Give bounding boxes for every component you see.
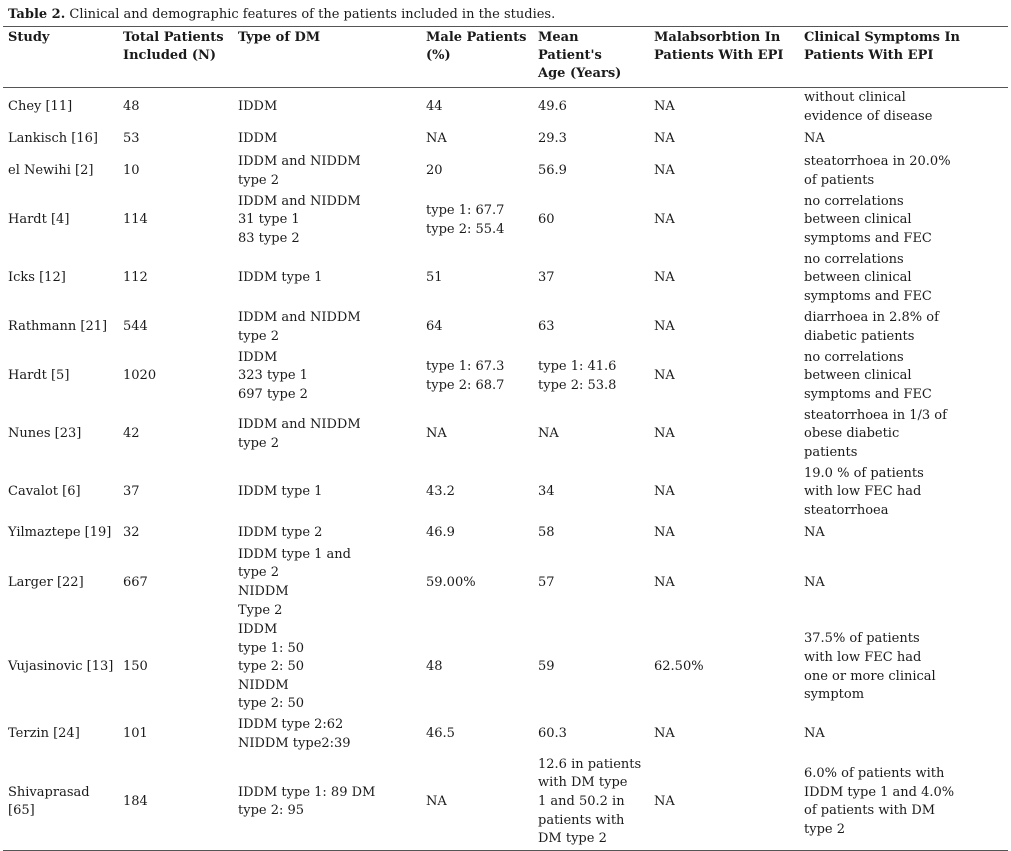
cell-mean-age: NA [538,426,559,442]
cell-male-patients: 46.5 [426,726,455,742]
cell-male-patients: NA [421,755,533,851]
cell-malabsorbtion: NA [654,574,675,590]
cell-total-patients: 150 [123,659,148,675]
header-malabsorbtion: Malabsorbtion In Patients With EPI [649,27,799,88]
cell-malabsorbtion: NA [654,270,675,286]
cell-clinical-symptoms: 6.0% of patients with IDDM type 1 and 4.0% of patients with DM type 2 [799,755,1008,851]
cell-male-patients: 51 [426,270,443,286]
header-male-patients: Male Patients (%) [421,27,533,88]
cell-clinical-symptoms: no correlations between clinical symptoms and FEC [804,349,932,402]
cell-mean-age: 60 [538,212,555,228]
cell-total-patients: 32 [123,525,140,541]
header-total-patients: Total Patients Included (N) [118,27,233,88]
table-header [3,27,1008,88]
table-row [3,464,1008,522]
cell-study: Vujasinovic [13] [8,659,114,675]
cell-clinical-symptoms: diarrhoea in 2.8% of diabetic patients [804,309,939,344]
table-row [3,250,1008,308]
cell-mean-age: 56.9 [538,163,567,179]
cell-male-patients: 20 [426,163,443,179]
header-mean-age: Mean Patient's Age (Years) [533,27,649,88]
table-row [3,192,1008,250]
table-row [3,88,1008,128]
clinical-features-table [3,26,1008,851]
cell-male-patients: NA [426,131,447,147]
cell-mean-age: 60.3 [538,726,567,742]
cell-malabsorbtion: NA [654,726,675,742]
cell-mean-age: 57 [538,574,555,590]
cell-total-patients: 1020 [123,368,157,384]
cell-study: Rathmann [21] [8,319,108,335]
cell-malabsorbtion: NA [654,212,675,228]
cell-type-of-dm: IDDM type 1: 50 type 2: 50 NIDDM type 2: 50 [238,622,305,712]
cell-clinical-symptoms: NA [804,726,825,742]
header-study: Study [3,27,118,88]
header-row [3,27,1008,88]
table-row [3,308,1008,348]
cell-male-patients: type 1: 67.3 type 2: 68.7 [426,358,505,393]
cell-type-of-dm: IDDM type 1 [238,484,323,500]
cell-clinical-symptoms: without clinical evidence of disease [804,90,933,124]
cell-male-patients: 48 [426,659,443,675]
table-row [3,621,1008,715]
cell-mean-age: 63 [538,319,555,335]
cell-total-patients: 10 [123,163,140,179]
cell-malabsorbtion: NA [654,484,675,500]
cell-study: Chey [11] [8,99,73,115]
cell-malabsorbtion: NA [649,755,799,851]
cell-total-patients: 48 [123,99,140,115]
cell-male-patients: 64 [426,319,443,335]
cell-male-patients: type 1: 67.7 type 2: 55.4 [426,202,505,237]
cell-total-patients: 101 [123,726,148,742]
table-caption-label: Table 2. [8,7,66,22]
cell-study: el Newihi [2] [8,163,94,179]
header-clinical-symptoms: Clinical Symptoms In Patients With EPI [799,27,1008,88]
cell-male-patients: NA [426,426,447,442]
table-caption-text: Clinical and demographic features of the patients included in the studies. [65,7,556,22]
table-row [3,128,1008,152]
cell-malabsorbtion: 62.50% [654,659,704,675]
cell-study: Lankisch [16] [8,131,98,147]
cell-mean-age: 34 [538,484,555,500]
cell-type-of-dm: IDDM and NIDDM type 2 [238,153,361,188]
cell-type-of-dm: IDDM and NIDDM 31 type 1 83 type 2 [238,193,361,246]
cell-male-patients: 43.2 [426,484,455,500]
cell-study: Larger [22] [8,574,84,590]
cell-malabsorbtion: NA [654,368,675,384]
cell-clinical-symptoms: NA [804,574,825,590]
header-type-of-dm: Type of DM [233,27,421,88]
cell-total-patients: 42 [123,426,140,442]
cell-mean-age: 29.3 [538,131,567,147]
cell-male-patients: 59.00% [426,574,476,590]
cell-malabsorbtion: NA [654,99,675,115]
table-row [3,715,1008,755]
cell-type-of-dm: IDDM [238,131,278,147]
cell-type-of-dm: IDDM type 1 [238,270,323,286]
cell-type-of-dm: IDDM [238,99,278,115]
table-caption [8,6,555,23]
cell-mean-age: type 1: 41.6 type 2: 53.8 [538,358,617,393]
cell-mean-age: 37 [538,270,555,286]
cell-male-patients: 44 [426,99,443,115]
cell-study: Icks [12] [8,270,66,286]
cell-type-of-dm: IDDM and NIDDM type 2 [238,416,361,451]
cell-mean-age: 59 [538,659,555,675]
cell-total-patients: 184 [118,755,233,851]
cell-total-patients: 544 [123,319,148,335]
cell-type-of-dm: IDDM type 2 [238,525,323,541]
cell-malabsorbtion: NA [654,525,675,541]
cell-study: Hardt [4] [8,212,70,228]
cell-study: Cavalot [6] [8,484,81,500]
cell-clinical-symptoms: steatorrhoea in 20.0% of patients [804,153,951,188]
cell-type-of-dm: IDDM type 1: 89 DM type 2: 95 [233,755,421,851]
cell-malabsorbtion: NA [654,319,675,335]
cell-total-patients: 667 [123,574,148,590]
cell-type-of-dm: IDDM 323 type 1 697 type 2 [238,349,308,402]
table-row [3,546,1008,621]
cell-clinical-symptoms: 19.0 % of patients with low FEC had steatorrhoea [804,465,924,518]
table-row [3,348,1008,406]
cell-mean-age: 12.6 in patients with DM type 1 and 50.2 in patients with DM type 2 [533,755,649,851]
cell-malabsorbtion: NA [654,426,675,442]
table-row [3,522,1008,546]
cell-study: Shivaprasad [65] [3,755,118,851]
cell-total-patients: 112 [123,270,148,286]
cell-type-of-dm: IDDM type 1 and type 2 NIDDM Type 2 [238,546,351,618]
cell-type-of-dm: IDDM type 2:62 NIDDM type2:39 [238,716,351,751]
table-row [3,152,1008,192]
table-body [3,88,1008,851]
cell-clinical-symptoms: no correlations between clinical symptoms and FEC [804,193,932,246]
cell-male-patients: 46.9 [426,525,455,541]
table-row [3,406,1008,464]
cell-malabsorbtion: NA [654,131,675,147]
cell-mean-age: 49.6 [538,99,567,115]
table-row [3,755,1008,851]
cell-total-patients: 37 [123,484,140,500]
cell-study: Yilmaztepe [19] [8,525,112,541]
cell-study: Nunes [23] [8,426,82,442]
cell-total-patients: 53 [123,131,140,147]
cell-type-of-dm: IDDM and NIDDM type 2 [238,309,361,344]
cell-malabsorbtion: NA [654,163,675,179]
cell-study: Terzin [24] [8,726,80,742]
cell-clinical-symptoms: NA [804,131,825,147]
cell-study: Hardt [5] [8,368,70,384]
cell-clinical-symptoms: no correlations between clinical symptoms and FEC [804,251,932,304]
cell-clinical-symptoms: NA [804,525,825,541]
cell-clinical-symptoms: 37.5% of patients with low FEC had one or more clinical symptom [804,631,936,703]
cell-clinical-symptoms: steatorrhoea in 1/3 of obese diabetic patients [804,407,947,460]
cell-total-patients: 114 [123,212,148,228]
cell-mean-age: 58 [538,525,555,541]
